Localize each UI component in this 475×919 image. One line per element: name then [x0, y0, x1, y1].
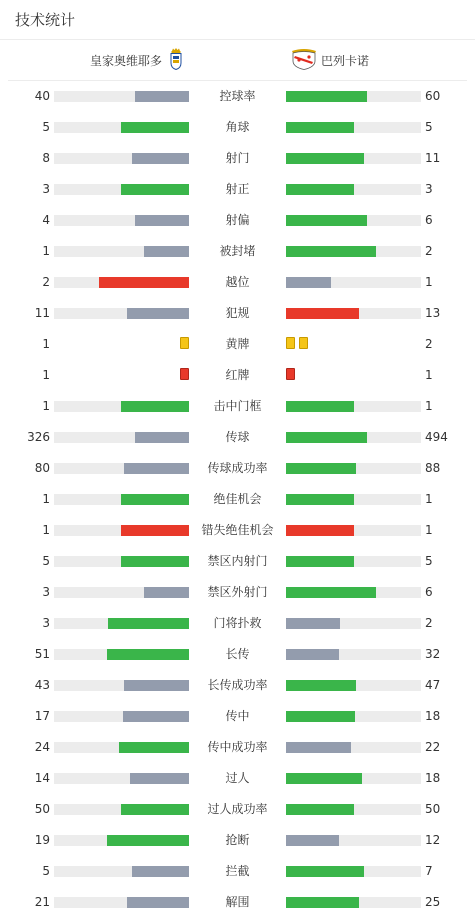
away-stat-value: 5: [425, 554, 433, 568]
away-bar-track: [286, 618, 421, 629]
home-stat-value: 326: [27, 430, 50, 444]
home-bar-track: [54, 153, 189, 164]
away-bar-track: [286, 525, 421, 536]
away-bar-track: [286, 432, 421, 443]
away-stat-value: 6: [425, 585, 433, 599]
stat-label: 绝佳机会: [213, 492, 262, 506]
home-bar-track: [54, 246, 189, 257]
away-bar-track: [286, 866, 421, 877]
away-bar-track: [286, 463, 421, 474]
home-bar-fill: [119, 742, 189, 753]
home-bar-track: [54, 649, 189, 660]
away-bar-fill: [286, 277, 331, 288]
away-bar-track: [286, 556, 421, 567]
stat-label: 射正: [225, 182, 250, 196]
away-bar-fill: [286, 587, 376, 598]
home-stat-value: 2: [42, 275, 50, 289]
home-team: [90, 40, 182, 80]
stat-row: [0, 484, 475, 515]
real-oviedo-crest-icon: [170, 48, 182, 73]
home-stat-value: 17: [34, 709, 50, 723]
yellow-card-icon: [286, 337, 295, 349]
away-stat-value: 1: [425, 492, 433, 506]
home-bar-track: [54, 804, 189, 815]
home-bar-track: [54, 184, 189, 195]
away-bar-track: [286, 215, 421, 226]
away-stat-value: 47: [425, 678, 441, 692]
home-bar-track: [54, 556, 189, 567]
away-bar-fill: [286, 494, 354, 505]
away-stat-value: 494: [425, 430, 448, 444]
home-bar-track: [54, 401, 189, 412]
away-bar-fill: [286, 184, 354, 195]
home-bar-fill: [107, 649, 189, 660]
away-bar-fill: [286, 401, 354, 412]
away-bar-fill: [286, 897, 359, 908]
home-stat-value: 3: [42, 616, 50, 630]
away-bar-fill: [286, 308, 359, 319]
away-bar-track: [286, 587, 421, 598]
home-stat-value: 51: [34, 647, 50, 661]
away-bar-track: [286, 494, 421, 505]
stat-row: [0, 391, 475, 422]
stat-row: [0, 546, 475, 577]
away-bar-fill: [286, 246, 376, 257]
away-bar-track: [286, 122, 421, 133]
away-stat-value: 1: [425, 275, 433, 289]
away-stat-value: 7: [425, 864, 433, 878]
stat-label: 长传: [225, 647, 250, 661]
home-cards: [180, 368, 189, 382]
away-bar-fill: [286, 122, 354, 133]
stat-row: [0, 856, 475, 887]
stat-row: [0, 670, 475, 701]
away-bar-fill: [286, 556, 354, 567]
home-bar-fill: [107, 835, 189, 846]
home-bar-fill: [99, 277, 189, 288]
away-stat-value: 1: [425, 399, 433, 413]
page-title: 技术统计: [15, 11, 76, 29]
home-bar-track: [54, 680, 189, 691]
home-stat-value: 4: [42, 213, 50, 227]
stat-label: 射门: [225, 151, 250, 165]
home-bar-fill: [144, 587, 189, 598]
home-bar-fill: [121, 494, 189, 505]
away-bar-fill: [286, 773, 362, 784]
away-bar-track: [286, 401, 421, 412]
stat-label: 过人: [225, 771, 250, 785]
away-bar-track: [286, 711, 421, 722]
home-bar-fill: [124, 463, 189, 474]
away-stat-value: 3: [425, 182, 433, 196]
stat-label: 红牌: [225, 368, 250, 382]
home-stat-value: 80: [34, 461, 50, 475]
home-bar-fill: [135, 215, 189, 226]
stat-row: [0, 81, 475, 112]
home-bar-fill: [121, 556, 189, 567]
away-bar-fill: [286, 711, 355, 722]
home-stat-value: 3: [42, 182, 50, 196]
home-stat-value: 5: [42, 864, 50, 878]
home-stat-value: 1: [42, 399, 50, 413]
stat-row: [0, 732, 475, 763]
home-bar-track: [54, 494, 189, 505]
home-bar-track: [54, 742, 189, 753]
away-bar-track: [286, 153, 421, 164]
away-bar-fill: [286, 525, 354, 536]
away-stat-value: 1: [425, 523, 433, 537]
stat-row: [0, 639, 475, 670]
away-bar-fill: [286, 742, 351, 753]
home-bar-track: [54, 525, 189, 536]
home-cards: [180, 337, 189, 351]
home-stat-value: 19: [34, 833, 50, 847]
home-bar-fill: [121, 184, 189, 195]
red-card-icon: [180, 368, 189, 380]
home-bar-track: [54, 308, 189, 319]
stat-label: 击中门框: [213, 399, 262, 413]
teams-row: [8, 40, 467, 81]
away-stat-value: 2: [425, 337, 433, 351]
home-bar-fill: [121, 525, 189, 536]
home-team-name: 皇家奥维耶多: [90, 53, 163, 68]
stat-label: 错失绝佳机会: [201, 523, 274, 537]
away-stat-value: 12: [425, 833, 441, 847]
stat-label: 过人成功率: [207, 802, 268, 816]
home-stat-value: 43: [34, 678, 50, 692]
stats-list: [0, 81, 475, 918]
away-bar-fill: [286, 463, 356, 474]
away-stat-value: 32: [425, 647, 441, 661]
away-stat-value: 13: [425, 306, 441, 320]
stat-label: 犯规: [225, 306, 250, 320]
stat-label: 禁区外射门: [207, 585, 268, 599]
away-bar-track: [286, 773, 421, 784]
stat-label: 解围: [225, 895, 250, 909]
home-bar-track: [54, 835, 189, 846]
home-bar-fill: [121, 122, 189, 133]
rayo-vallecano-crest-icon: [291, 48, 317, 73]
stat-row: [0, 360, 475, 391]
away-stat-value: 25: [425, 895, 441, 909]
stat-row: [0, 174, 475, 205]
home-stat-value: 5: [42, 554, 50, 568]
home-bar-fill: [121, 401, 189, 412]
away-cards: [286, 337, 308, 351]
away-cards: [286, 368, 295, 382]
home-bar-fill: [121, 804, 189, 815]
home-bar-fill: [144, 246, 189, 257]
home-bar-track: [54, 866, 189, 877]
away-bar-track: [286, 680, 421, 691]
stat-row: [0, 763, 475, 794]
away-bar-track: [286, 91, 421, 102]
home-bar-fill: [130, 773, 189, 784]
stat-row: [0, 298, 475, 329]
yellow-card-icon: [299, 337, 308, 349]
away-team: [291, 40, 369, 80]
away-stat-value: 1: [425, 368, 433, 382]
away-bar-fill: [286, 680, 356, 691]
home-bar-track: [54, 432, 189, 443]
home-bar-track: [54, 897, 189, 908]
stats-header: [0, 0, 475, 40]
away-stat-value: 18: [425, 709, 441, 723]
away-bar-fill: [286, 835, 339, 846]
stat-row: [0, 267, 475, 298]
away-bar-fill: [286, 91, 367, 102]
home-stat-value: 3: [42, 585, 50, 599]
home-bar-track: [54, 587, 189, 598]
stat-row: [0, 422, 475, 453]
stat-label: 越位: [225, 275, 250, 289]
home-bar-fill: [135, 432, 189, 443]
away-bar-track: [286, 246, 421, 257]
away-bar-fill: [286, 866, 364, 877]
stat-label: 射偏: [225, 213, 250, 227]
stat-row: [0, 794, 475, 825]
away-bar-track: [286, 742, 421, 753]
home-bar-track: [54, 277, 189, 288]
home-bar-fill: [132, 866, 189, 877]
home-stat-value: 8: [42, 151, 50, 165]
stat-label: 传中成功率: [207, 740, 268, 754]
home-stat-value: 1: [42, 368, 50, 382]
home-stat-value: 14: [34, 771, 50, 785]
home-bar-track: [54, 711, 189, 722]
away-stat-value: 22: [425, 740, 441, 754]
away-stat-value: 11: [425, 151, 441, 165]
home-bar-fill: [108, 618, 189, 629]
home-stat-value: 21: [34, 895, 50, 909]
stat-row: [0, 236, 475, 267]
home-bar-fill: [127, 897, 189, 908]
away-bar-track: [286, 804, 421, 815]
home-bar-track: [54, 91, 189, 102]
away-stat-value: 60: [425, 89, 441, 103]
home-stat-value: 50: [34, 802, 50, 816]
stat-row: [0, 887, 475, 918]
away-bar-fill: [286, 215, 367, 226]
yellow-card-icon: [180, 337, 189, 349]
stat-row: [0, 112, 475, 143]
stat-label: 传球成功率: [207, 461, 268, 475]
home-stat-value: 5: [42, 120, 50, 134]
away-bar-fill: [286, 618, 340, 629]
stat-row: [0, 143, 475, 174]
stat-row: [0, 329, 475, 360]
away-bar-fill: [286, 153, 364, 164]
home-bar-track: [54, 773, 189, 784]
home-stat-value: 1: [42, 523, 50, 537]
away-stat-value: 18: [425, 771, 441, 785]
stat-label: 被封堵: [219, 244, 256, 258]
stat-label: 角球: [225, 120, 250, 134]
home-stat-value: 11: [34, 306, 50, 320]
away-stat-value: 2: [425, 244, 433, 258]
away-stat-value: 2: [425, 616, 433, 630]
stat-row: [0, 825, 475, 856]
home-bar-track: [54, 215, 189, 226]
away-stat-value: 6: [425, 213, 433, 227]
away-bar-track: [286, 277, 421, 288]
stat-label: 控球率: [219, 89, 256, 103]
away-bar-track: [286, 649, 421, 660]
home-stat-value: 24: [34, 740, 50, 754]
away-stat-value: 88: [425, 461, 441, 475]
away-bar-track: [286, 897, 421, 908]
stat-row: [0, 515, 475, 546]
away-bar-fill: [286, 649, 339, 660]
stat-label: 门将扑救: [213, 616, 262, 630]
stat-row: [0, 453, 475, 484]
home-stat-value: 1: [42, 337, 50, 351]
away-stat-value: 50: [425, 802, 441, 816]
stat-row: [0, 608, 475, 639]
stat-label: 抢断: [225, 833, 250, 847]
away-bar-track: [286, 308, 421, 319]
stat-row: [0, 577, 475, 608]
away-bar-track: [286, 835, 421, 846]
home-stat-value: 40: [34, 89, 50, 103]
stat-label: 拦截: [225, 864, 250, 878]
away-team-name: 巴列卡诺: [321, 53, 370, 68]
away-bar-fill: [286, 432, 367, 443]
stat-row: [0, 205, 475, 236]
stat-row: [0, 701, 475, 732]
away-bar-fill: [286, 804, 354, 815]
home-bar-track: [54, 618, 189, 629]
home-bar-fill: [123, 711, 189, 722]
stat-label: 长传成功率: [207, 678, 268, 692]
red-card-icon: [286, 368, 295, 380]
home-bar-fill: [135, 91, 189, 102]
stat-label: 黄牌: [225, 337, 250, 351]
stat-label: 禁区内射门: [207, 554, 268, 568]
home-stat-value: 1: [42, 244, 50, 258]
away-stat-value: 5: [425, 120, 433, 134]
home-bar-fill: [132, 153, 189, 164]
home-bar-fill: [124, 680, 189, 691]
home-bar-track: [54, 463, 189, 474]
home-bar-track: [54, 122, 189, 133]
home-stat-value: 1: [42, 492, 50, 506]
home-bar-fill: [127, 308, 189, 319]
stat-label: 传球: [225, 430, 250, 444]
away-bar-track: [286, 184, 421, 195]
stat-label: 传中: [225, 709, 250, 723]
